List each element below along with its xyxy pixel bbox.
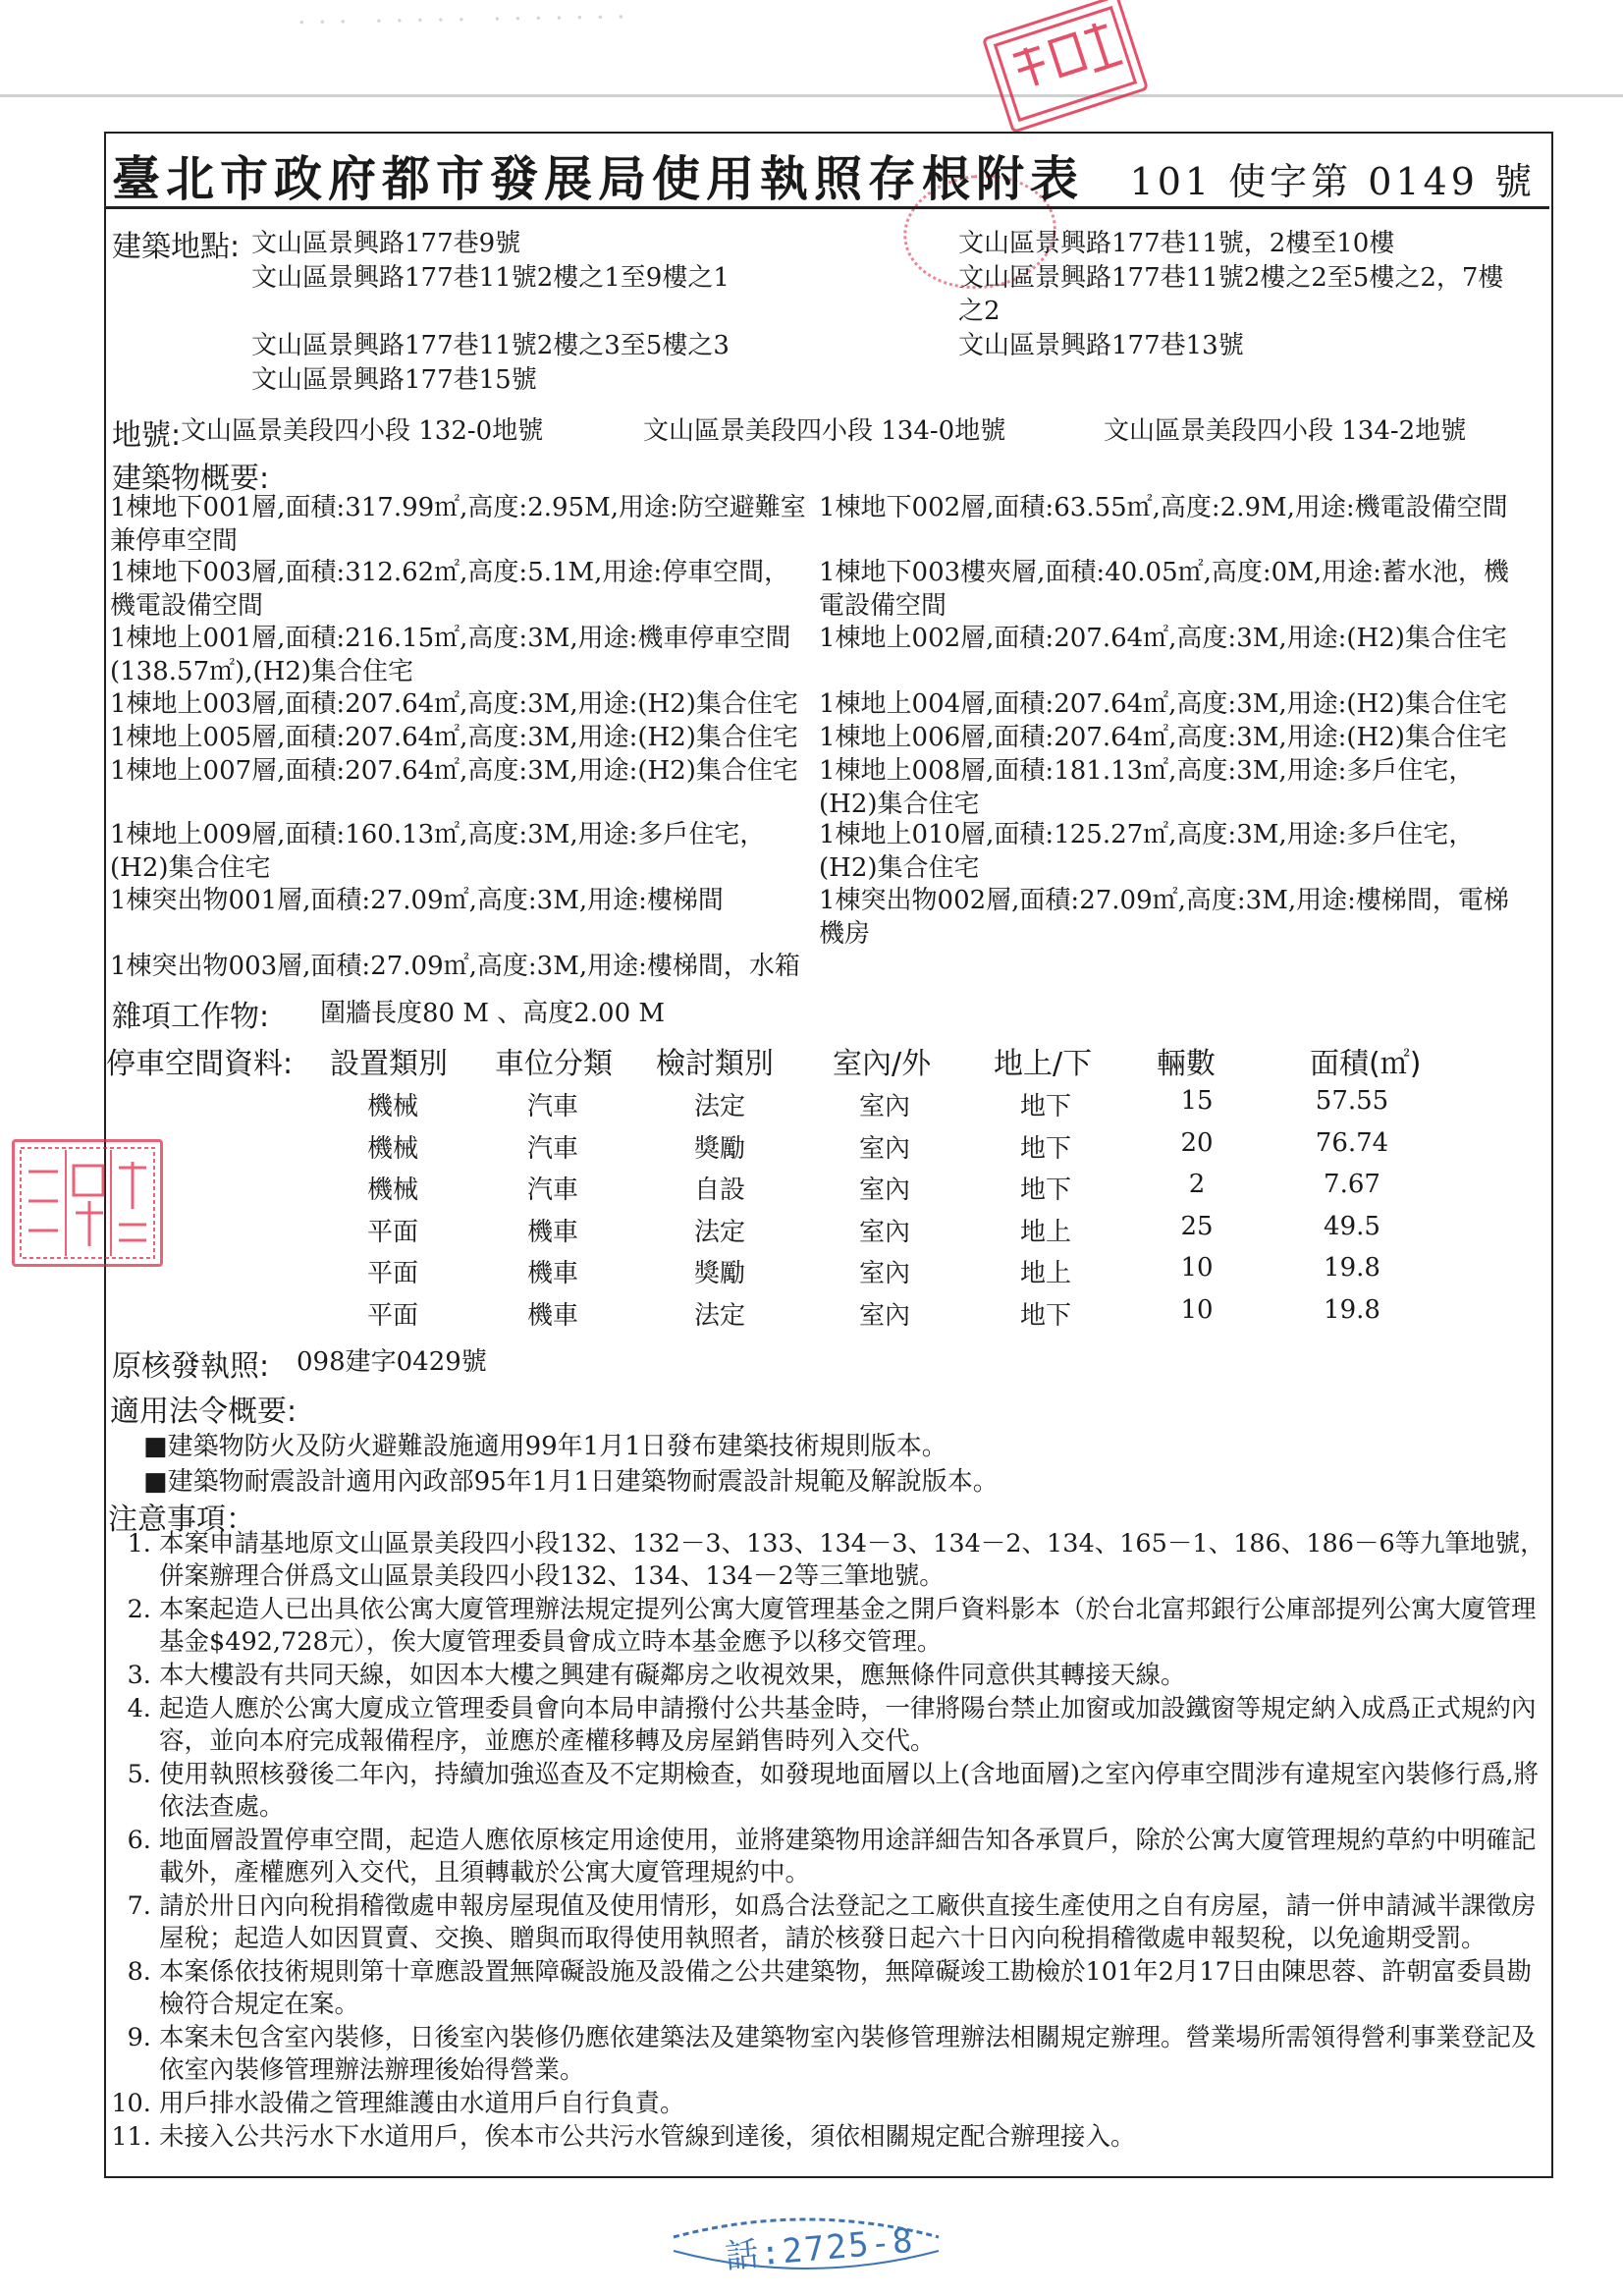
parking-cell: 76.74 (1315, 1127, 1389, 1158)
note-item: 2. 本案起造人已出具依公寓大廈管理辦法規定提列公寓大廈管理基金之開戶資料影本（於台北富邦銀行公庫部提列公寓大廈管理基金$492,728元），俟大廈管理委員會成立時本基金應予以移交管理。 (159, 1594, 1553, 1659)
parking-header-inout: 室內/外 (833, 1047, 932, 1081)
location-right-3: 文山區景興路177巷13號 (958, 331, 1244, 360)
top-right-seal (982, 0, 1149, 134)
lot-item-3: 文山區景美段四小段 134-2地號 (1104, 416, 1467, 446)
parking-cell: 平面 (366, 1300, 418, 1331)
lot-item-1: 文山區景美段四小段 132-0地號 (181, 416, 544, 446)
location-left-2: 文山區景興路177巷11號2樓之1至9樓之1 (251, 263, 730, 293)
location-label: 建築地點: (112, 230, 241, 264)
note-item: 8. 本案係依技術規則第十章應設置無障礙設施及設備之公共建築物，無障礙竣工勘檢於101年2月17日由陳思蓉、許朝富委員勘檢符合規定在案。 (159, 1956, 1553, 2021)
parking-cell: 2 (1188, 1170, 1206, 1199)
parking-header-class: 車位分類 (495, 1047, 613, 1081)
building-right-1: 1棟地下002層,面積:63.55㎡,高度:2.9M,用途:機電設備空間 (819, 493, 1508, 522)
parking-cell: 機械 (366, 1092, 418, 1121)
parking-cell: 法定 (693, 1300, 745, 1331)
parking-cell: 地下 (1019, 1300, 1071, 1331)
parking-cell: 室內 (858, 1175, 910, 1205)
parking-cell: 20 (1180, 1127, 1214, 1158)
parking-cell: 汽車 (526, 1133, 578, 1164)
parking-cell: 10 (1180, 1253, 1214, 1283)
parking-cell: 49.5 (1324, 1211, 1380, 1241)
parking-cell: 7.67 (1324, 1170, 1380, 1199)
lot-label: 地號: (112, 418, 182, 453)
misc-value: 圍牆長度80 M 、高度2.00 M (320, 999, 666, 1028)
note-item: 7. 請於卅日內向稅捐稽徵處申報房屋現值及使用情形，如爲合法登記之工廠供直接生產使用之自有房屋，請一併申請減半課徵房屋稅；起造人如因買賣、交換、贈與而取得使用執照者，請於核發日起六十日內向稅捐稽徵處申報契稅，以免逾期受罰。 (159, 1890, 1553, 1955)
page-title: 臺北市政府都市發展局使用執照存根附表 (112, 150, 1085, 207)
parking-cell: 法定 (693, 1092, 745, 1121)
parking-cell: 地下 (1019, 1092, 1071, 1121)
parking-cell: 機械 (366, 1133, 418, 1164)
parking-cell: 獎勵 (693, 1133, 745, 1164)
building-left-9: 1棟突出物003層,面積:27.09㎡,高度:3M,用途:樓梯間，水箱 (110, 952, 800, 981)
building-right-4: 1棟地上004層,面積:207.64㎡,高度:3M,用途:(H2)集合住宅 (819, 689, 1507, 719)
building-label: 建築物概要: (112, 462, 270, 496)
note-item: 9. 本案未包含室內裝修，日後室內裝修仍應依建築法及建築物室內裝修管理辦法相關規定辦理。營業場所需領得營利事業登記及依室內裝修管理辦法辦理後始得營業。 (159, 2022, 1553, 2087)
notes-label: 注意事項： (108, 1503, 255, 1537)
parking-cell: 平面 (366, 1217, 418, 1247)
parking-cell: 地下 (1019, 1133, 1071, 1164)
parking-header-count: 輛數 (1157, 1047, 1216, 1081)
faint-bleed-through: ˙˙˙ ˙˙˙˙˙ ˙˙˙˙˙˙˙ (294, 10, 635, 52)
parking-cell: 25 (1180, 1211, 1214, 1241)
parking-header-type: 設置類別 (330, 1047, 448, 1081)
footer-stamp (664, 2208, 948, 2277)
note-item: 4. 起造人應於公寓大廈成立管理委員會向本局申請撥付公共基金時，一律將陽台禁止加窗或加設鐵窗等規定納入成爲正式規約內容，並向本府完成報備程序，並應於產權移轉及房屋銷售時列入交代。 (159, 1693, 1553, 1758)
note-item: 1. 本案申請基地原文山區景美段四小段132、132－3、133、134－3、134－2、134、165－1、186、186－6等九筆地號，併案辦理合併爲文山區景美段四小段132、134、134－2等三筆地號。 (159, 1528, 1553, 1593)
scan-fold-line (0, 94, 1623, 97)
building-left-4: 1棟地上003層,面積:207.64㎡,高度:3M,用途:(H2)集合住宅 (110, 689, 798, 719)
seal-pattern-icon (986, 0, 1146, 130)
parking-cell: 自設 (693, 1175, 745, 1205)
building-right-3: 1棟地上002層,面積:207.64㎡,高度:3M,用途:(H2)集合住宅 (819, 624, 1507, 653)
parking-cell: 10 (1180, 1294, 1214, 1325)
parking-cell: 室內 (858, 1300, 910, 1331)
lot-item-2: 文山區景美段四小段 134-0地號 (643, 416, 1006, 446)
parking-cell: 地上 (1019, 1259, 1071, 1288)
note-item: 10. 用戶排水設備之管理維護由水道用戶自行負責。 (159, 2088, 1553, 2120)
note-item: 3. 本大樓設有共同天線，如因本大樓之興建有礙鄰房之收視效果，應無條件同意供其轉接天線。 (159, 1660, 1553, 1692)
parking-cell: 汽車 (526, 1175, 578, 1205)
location-left-4: 文山區景興路177巷15號 (251, 365, 537, 395)
parking-cell: 機車 (526, 1259, 578, 1288)
laws-label: 適用法令概要: (110, 1394, 298, 1429)
location-right-2: 文山區景興路177巷11號2樓之2至5樓之2，7樓之2 (958, 263, 1504, 326)
parking-cell: 獎勵 (693, 1259, 745, 1288)
original-permit-label: 原核發執照: (112, 1349, 270, 1384)
location-right-1: 文山區景興路177巷11號，2樓至10樓 (958, 229, 1395, 258)
note-item: 5. 使用執照核發後二年內，持續加強巡查及不定期檢查，如發現地面層以上(含地面層)之室內停車空間涉有違規室內裝修行爲,將依法查處。 (159, 1759, 1553, 1824)
parking-label: 停車空間資料: (106, 1047, 294, 1081)
parking-cell: 汽車 (526, 1092, 578, 1121)
building-right-8: 1棟突出物002層,面積:27.09㎡,高度:3M,用途:樓梯間，電梯機房 (819, 886, 1509, 949)
footer-stamp-text: 話:2725-8 (723, 2220, 916, 2277)
parking-cell: 地下 (1019, 1175, 1071, 1205)
building-left-1: 1棟地下001層,面積:317.99㎡,高度:2.95M,用途:防空避難室兼停車空間 (110, 493, 806, 556)
building-left-5: 1棟地上005層,面積:207.64㎡,高度:3M,用途:(H2)集合住宅 (110, 723, 798, 752)
law-item-2: ■建築物耐震設計適用內政部95年1月1日建築物耐震設計規範及解說版本。 (143, 1467, 999, 1497)
building-right-6: 1棟地上008層,面積:181.13㎡,高度:3M,用途:多戶住宅，(H2)集合住宅 (819, 756, 1475, 819)
original-permit-value: 098建字0429號 (297, 1347, 487, 1377)
note-item: 6. 地面層設置停車空間，起造人應依原核定用途使用，並將建築物用途詳細告知各承買戶，除於公寓大廈管理規約草約中明確記載外，產權應列入交代，且須轉載於公寓大廈管理規約中。 (159, 1825, 1553, 1889)
parking-cell: 機車 (526, 1300, 578, 1331)
parking-cell: 機車 (526, 1217, 578, 1247)
parking-cell: 室內 (858, 1217, 910, 1247)
permit-number: 101 使字第 0149 號 (1129, 160, 1536, 203)
left-seal (12, 1139, 163, 1267)
parking-header-level: 地上/下 (994, 1047, 1093, 1081)
misc-label: 雜項工作物: (112, 1000, 270, 1034)
parking-header-review: 檢討類別 (656, 1047, 774, 1081)
parking-cell: 19.8 (1324, 1253, 1380, 1283)
parking-cell: 15 (1180, 1086, 1214, 1116)
parking-cell: 室內 (858, 1092, 910, 1121)
notes-list (130, 1528, 1553, 2155)
location-left-3: 文山區景興路177巷11號2樓之3至5樓之3 (251, 331, 730, 360)
building-left-3: 1棟地上001層,面積:216.15㎡,高度:3M,用途:機車停車空間(138.57㎡),(H2)集合住宅 (110, 624, 791, 686)
seal-grid-icon (15, 1142, 160, 1264)
parking-header-area: 面積(㎡) (1310, 1047, 1422, 1081)
note-item: 11. 未接入公共污水下水道用戶，俟本市公共污水管線到達後，須依相關規定配合辦理接入。 (159, 2121, 1553, 2154)
parking-cell: 機械 (366, 1175, 418, 1205)
title-row (104, 132, 1549, 209)
building-left-2: 1棟地下003層,面積:312.62㎡,高度:5.1M,用途:停車空間，機電設備空間 (110, 558, 790, 621)
building-right-7: 1棟地上010層,面積:125.27㎡,高度:3M,用途:多戶住宅，(H2)集合住宅 (819, 820, 1475, 883)
building-right-5: 1棟地上006層,面積:207.64㎡,高度:3M,用途:(H2)集合住宅 (819, 723, 1507, 752)
building-right-2: 1棟地下003樓夾層,面積:40.05㎡,高度:0M,用途:蓄水池，機電設備空間 (819, 558, 1509, 621)
building-left-7: 1棟地上009層,面積:160.13㎡,高度:3M,用途:多戶住宅，(H2)集合住宅 (110, 820, 766, 883)
parking-cell: 法定 (693, 1217, 745, 1247)
parking-cell: 室內 (858, 1259, 910, 1288)
building-left-6: 1棟地上007層,面積:207.64㎡,高度:3M,用途:(H2)集合住宅 (110, 756, 798, 786)
parking-cell: 19.8 (1324, 1294, 1380, 1325)
law-item-1: ■建築物防火及防火避難設施適用99年1月1日發布建築技術規則版本。 (143, 1432, 947, 1461)
parking-cell: 室內 (858, 1133, 910, 1164)
location-left-1: 文山區景興路177巷9號 (251, 229, 521, 258)
parking-cell: 地上 (1019, 1217, 1071, 1247)
parking-cell: 平面 (366, 1259, 418, 1288)
building-left-8: 1棟突出物001層,面積:27.09㎡,高度:3M,用途:樓梯間 (110, 886, 724, 915)
parking-cell: 57.55 (1315, 1086, 1389, 1116)
